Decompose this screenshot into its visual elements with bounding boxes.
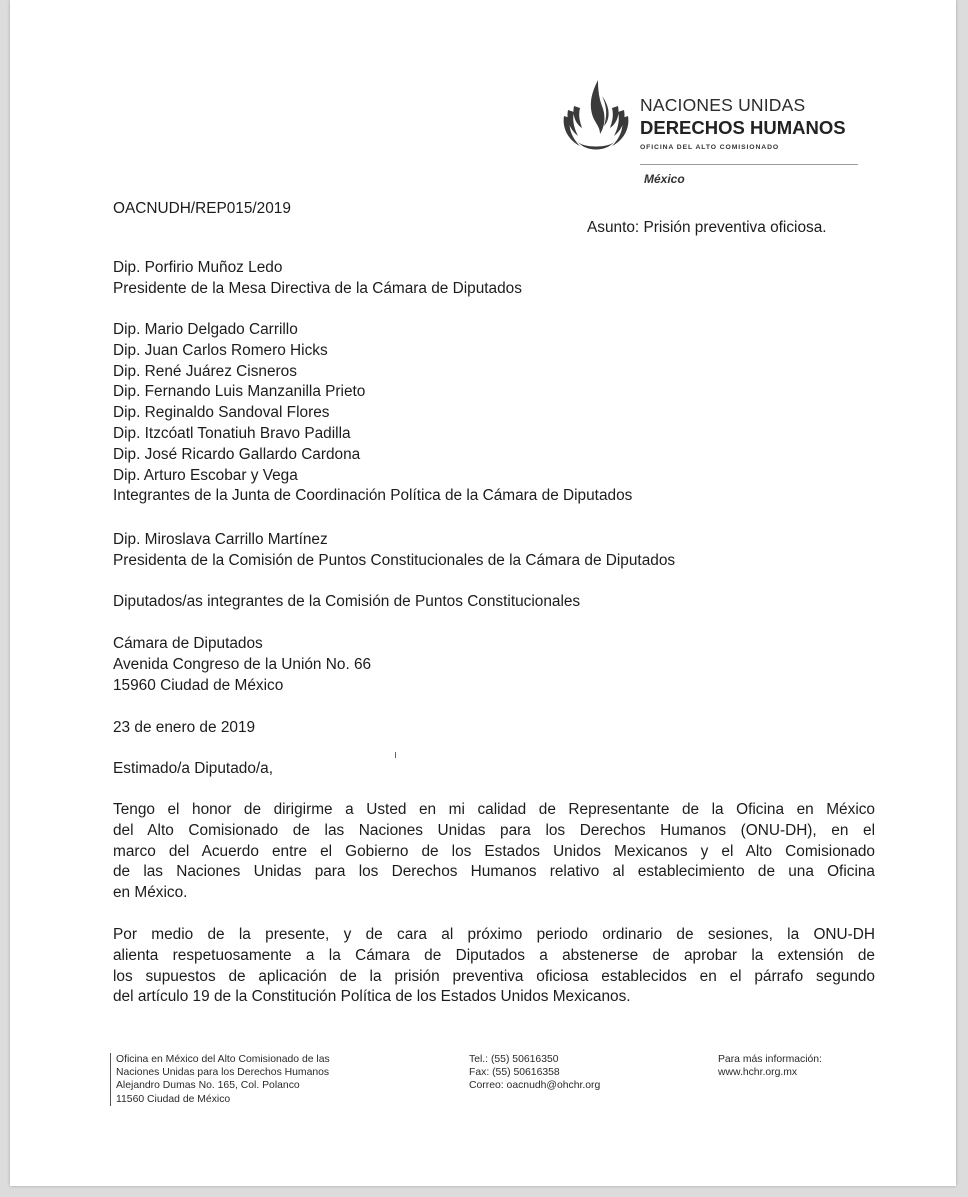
logo-title-line1: NACIONES UNIDAS [640,95,806,115]
addressee-block-4 [113,592,580,613]
subject-line: Asunto: Prisión preventiva oficiosa. [587,219,827,236]
addressee-line: Dip. Juan Carlos Romero Hicks [113,341,328,359]
logo-title-line2: DERECHOS HUMANOS [640,117,846,138]
paragraph-line: marco del Acuerdo entre el Gobierno de los Estados Unidos Mexicanos y el Alto Comisionado [113,842,875,860]
footer-line: 11560 Ciudad de México [116,1093,231,1105]
addressee-line: Dip. José Ricardo Gallardo Cardona [113,445,361,463]
paragraph-line: Tengo el honor de dirigirme a Usted en mi calidad de Representante de la Oficina en México [113,801,875,818]
addressee-line: Dip. René Juárez Cisneros [113,362,297,380]
paragraph-line: Por medio de la presente, y de cara al próximo periodo ordinario de sesiones, la ONU-DH [113,926,875,943]
postal-address [113,634,371,696]
logo-subtitle: OFICINA DEL ALTO COMISIONADO [640,144,780,151]
paragraph-line: los supuestos de aplicación de la prisión preventiva oficiosa establecidos en el párrafo segundo [113,967,875,985]
addressee-line: Dip. Reginaldo Sandoval Flores [113,404,330,422]
address-line: 15960 Ciudad de México [113,676,284,694]
addressee-line: Dip. Fernando Luis Manzanilla Prieto [113,383,366,401]
logo-divider [640,164,858,165]
footer-line: Oficina en México del Alto Comisionado de las [116,1054,330,1065]
body-paragraph-1 [113,800,875,904]
footer-line: Naciones Unidas para los Derechos Humanos [116,1067,330,1079]
footer-line: Para más información: [718,1054,822,1065]
footer-phone: Tel.: (55) 50616350 [469,1054,559,1065]
address-line: Cámara de Diputados [113,635,263,652]
addressee-block-3 [113,530,675,572]
addressee-line: Presidente de la Mesa Directiva de la Cámara de Diputados [113,279,522,297]
paragraph-line: del Alto Comisionado de las Naciones Unidas para los Derechos Humanos (ONU-DH), en el [113,821,875,839]
footer-website: www.hchr.org.mx [718,1067,798,1079]
addressee-line: Dip. Mario Delgado Carrillo [113,321,298,338]
footer-more-info [718,1053,822,1079]
addressee-line: Dip. Porfirio Muñoz Ledo [113,259,283,276]
reference-number: OACNUDH/REP015/2019 [113,200,291,217]
addressee-line: Diputados/as integrantes de la Comisión de Puntos Constitucionales [113,593,581,610]
footer-office-address [110,1053,330,1106]
letter-date [113,718,255,739]
addressee-line: Dip. Itzcóatl Tonatiuh Bravo Padilla [113,424,351,442]
footer-fax: Fax: (55) 50616358 [469,1067,560,1079]
greeting [113,759,273,780]
footer-contact [469,1053,600,1093]
paragraph-line: del artículo 19 de la Constitución Política de los Estados Unidos Mexicanos. [113,988,631,1006]
addressee-line: Dip. Arturo Escobar y Vega [113,466,298,484]
greeting-text: Estimado/a Diputado/a, [113,760,273,777]
body-paragraph-2 [113,925,875,1008]
logo-country: México [644,172,685,186]
paragraph-line: alienta respetuosamente a la Cámara de Diputados a abstenerse de aprobar la extensión de [113,946,875,964]
address-line: Avenida Congreso de la Unión No. 66 [113,655,372,673]
paragraph-line: en México. [113,884,188,902]
letter-page [10,0,956,1186]
paragraph-line: de las Naciones Unidas para los Derechos Humanos relativo al establecimiento de una Oficina [113,863,875,881]
addressee-line: Dip. Miroslava Carrillo Martínez [113,531,328,548]
un-human-rights-logo-icon [558,76,634,160]
addressee-line: Integrantes de la Junta de Coordinación Política de la Cámara de Diputados [113,487,633,505]
footer-line: Alejandro Dumas No. 165, Col. Polanco [116,1080,300,1092]
addressee-line: Presidenta de la Comisión de Puntos Constitucionales de la Cámara de Diputados [113,551,676,569]
footer-email: Correo: oacnudh@ohchr.org [469,1080,601,1092]
date-text: 23 de enero de 2019 [113,719,256,736]
addressee-block-1 [113,258,522,300]
scan-speck [395,752,396,758]
addressee-block-2 [113,320,632,507]
